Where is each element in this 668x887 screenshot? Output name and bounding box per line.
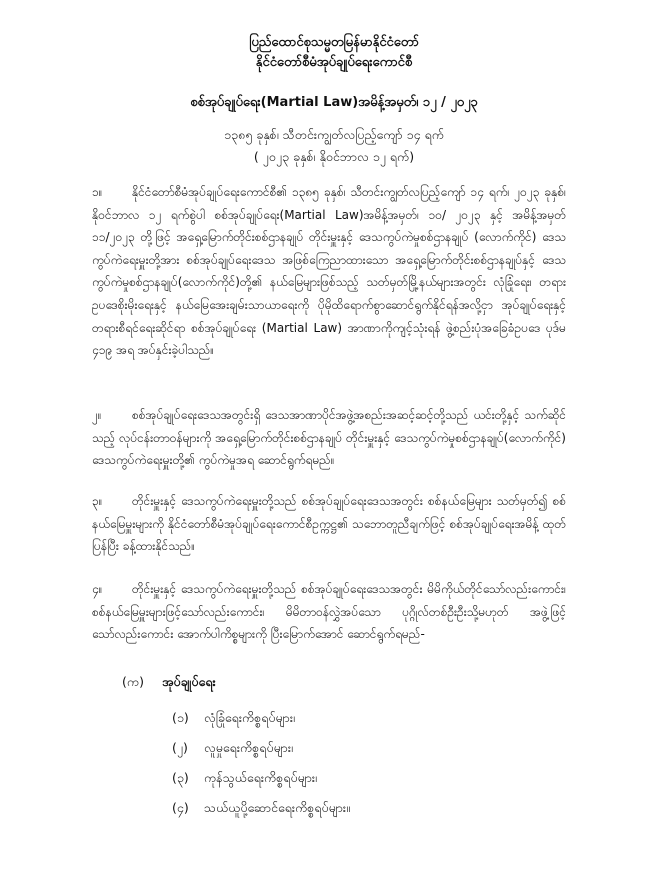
order-title: စစ်အုပ်ချုပ်ရေး(Martial Law)အမိန့်အမှတ်၊ ၁၂ / ၂၀၂၃: [190, 95, 478, 110]
clause-number: (က): [122, 674, 144, 689]
list-item-text: သယ်ယူပို့ဆောင်ရေးကိစ္စရပ်များ။: [204, 800, 350, 815]
paragraph-number: ၄။: [92, 582, 103, 596]
paragraph-number: ၂။: [92, 408, 102, 422]
list-item-text: လုံခြုံရေးကိစ္စရပ်များ၊: [204, 710, 295, 725]
list-item-number: (၁): [172, 710, 189, 725]
list-item: [172, 798, 350, 818]
clause-label: အုပ်ချုပ်ရေး: [162, 674, 216, 689]
list-item-number: (၃): [172, 770, 189, 785]
date-myanmar-calendar: ၁၃၈၅ ခုနှစ်၊ သီတင်းကျွတ်လပြည့်ကျော် ၁၄ ရက်: [223, 127, 444, 142]
date-gregorian: ( ၂၀၂၃ ခုနှစ်၊ နိုဝင်ဘာလ ၁၂ ရက်): [253, 149, 415, 164]
paragraph-number: ၁။: [92, 185, 103, 199]
list-item: [172, 708, 295, 728]
list-item-text: လူမှုရေးကိစ္စရပ်များ၊: [204, 740, 293, 755]
clause-ka: [122, 672, 216, 692]
council-name-heading: နိုင်ငံတော်စီမံအုပ်ချုပ်ရေးကောင်စီ: [255, 55, 413, 70]
country-name-heading: ပြည်ထောင်စုသမ္မတမြန်မာနိုင်ငံတော်: [249, 35, 419, 50]
list-item: [172, 768, 317, 788]
paragraph-number: ၃။: [92, 494, 103, 508]
paragraph-3: တိုင်းမှူးနှင့် ဒေသကွပ်ကဲရေးမှူးတို့သည် စစ်အုပ်ချုပ်ရေးဒေသအတွင်း စစ်နယ်မြေများ သတ်မှတ်၍ စစ်နယ်မြေမှူးများကို နိုင်ငံတော်စီမံအုပ်ချုပ်ရေးကောင်စီဥက္ကဋ္ဌ၏ သဘောတူညီချက်ဖြင့် စစ်အုပ်ချုပ်ရေးအမိန့် ထုတ်ပြန်ပြီး ခန့်ထားနိုင်သည်။: [92, 494, 566, 554]
paragraph-2: စစ်အုပ်ချုပ်ရေးဒေသအတွင်းရှိ ဒေသအာဏာပိုင်အဖွဲ့အစည်းအဆင့်ဆင့်တို့သည် ယင်းတို့နှင့် သက်ဆိုင်သည့် လုပ်ငန်းတာဝန်များကို အရှေ့မြောက်တိုင်းစစ်ဌာနချုပ် တိုင်းမှူးနှင့် ဒေသကွပ်ကဲမှုစစ်ဌာနချုပ်(လောက်ကိုင်) ဒေသကွပ်ကဲရေးမှူးတို့၏ ကွပ်ကဲမှုအရ ဆောင်ရွက်ရမည်။: [92, 408, 566, 468]
list-item: [172, 738, 293, 758]
list-item-number: (၂): [172, 740, 188, 755]
paragraph-1: နိုင်ငံတော်စီမံအုပ်ချုပ်ရေးကောင်စီ၏ ၁၃၈၅ ခုနှစ်၊ သီတင်းကျွတ်လပြည့်ကျော် ၁၄ ရက်၊ ၂၀၂၃ ခုနှစ်၊ နိုဝင်ဘာလ ၁၂ ရက်စွဲပါ စစ်အုပ်ချုပ်ရေး(Martial Law)အမိန့်အမှတ်၊ ၁၀/ ၂၀၂၃ နှင့် အမိန့်အမှတ် ၁၁/၂၀၂၃ တို့ဖြင့် အရှေ့မြောက်တိုင်းစစ်ဌာနချုပ် တိုင်းမှူးနှင့် ဒေသကွပ်ကဲမှုစစ်ဌာနချုပ် (လောက်ကိုင်) ဒေသကွပ်ကဲရေးမှူးတို့အား စစ်အုပ်ချုပ်ရေးဒေသ အဖြစ်ကြေညာထားသော အရှေ့မြောက်တိုင်းစစ်ဌာနချုပ်နှင့် ဒေသကွပ်ကဲမှုစစ်ဌာနချုပ်(လောက်ကိုင်)တို့၏ နယ်မြေများဖြစ်သည့် သတ်မှတ်မြို့နယ်များအတွင်း လုံခြုံရေး၊ တရားဥပဒေစိုးမိုးရေးနှင့် နယ်မြေအေးချမ်းသာယာရေးကို ပိုမိုထိရောက်စွာဆောင်ရွက်နိုင်ရန်အလို့ငှာ အုပ်ချုပ်ရေးနှင့် တရားစီရင်ရေးဆိုင်ရာ စစ်အုပ်ချုပ်ရေး (Martial Law) အာဏာကိုကျင့်သုံးရန် ဖွဲ့စည်းပုံအခြေခံဥပဒေ ပုဒ်မ ၄၁၉ အရ အပ်နှင်းခဲ့ပါသည်။: [92, 185, 566, 358]
paragraph-4: တိုင်းမှူးနှင့် ဒေသကွပ်ကဲရေးမှူးတို့သည် စစ်အုပ်ချုပ်ရေးဒေသအတွင်း မိမိကိုယ်တိုင်သော်လည်းကောင်း၊ စစ်နယ်မြေမှူးများဖြင့်သော်လည်းကောင်း၊ မိမိတာဝန်လွှဲအပ်သော ပုဂ္ဂိုလ်တစ်ဦးဦးသို့မဟုတ် အဖွဲ့ဖြင့်သော်လည်းကောင်း အောက်ပါကိစ္စများကို ပြီးမြောက်အောင် ဆောင်ရွက်ရမည်-: [92, 582, 566, 642]
list-item-number: (၄): [172, 800, 189, 815]
list-item-text: ကုန်သွယ်ရေးကိစ္စရပ်များ၊: [204, 770, 318, 785]
